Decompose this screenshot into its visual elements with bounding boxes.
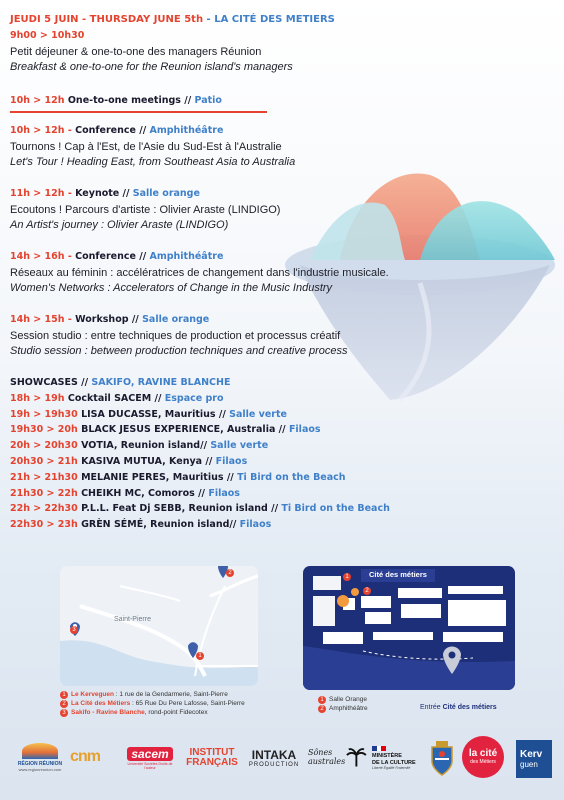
venue-name: LA CITÉ DES METIERS xyxy=(214,14,335,25)
ministere-motto: Liberté Égalité Fraternité xyxy=(372,766,411,770)
meetings-place: Patio xyxy=(194,95,222,106)
session-block: 11h > 12h - Keynote // Salle orange Ecoutons ! Parcours d'artiste : Olivier Araste (LINDIGO) An Artist's journey : Olivier Araste (LINDIGO) xyxy=(10,188,555,233)
session-title-fr: Ecoutons ! Parcours d'artiste : Olivier Araste (LINDIGO) xyxy=(10,204,281,216)
saint-pierre-map[interactable] xyxy=(60,566,258,686)
showcase-item: 20h > 20h30 VOTIA, Reunion island// Salle verte xyxy=(10,440,269,452)
lacite-text-2: des Métiers xyxy=(470,759,496,765)
venue-separator: - xyxy=(203,14,215,25)
region-url: www.regionreunion.com xyxy=(18,766,62,772)
date-separator: - xyxy=(78,14,90,25)
city-crest-logo xyxy=(426,738,458,778)
session-title-en: Let's Tour ! Heading East, from Southeast Asia to Australia xyxy=(10,156,296,168)
legend-item: 3 Sakifo - Ravine Blanche, rond-point Fidecotex xyxy=(60,708,270,717)
session-block: 10h > 12h - Conference // Amphithéâtre Tournons ! Cap à l'Est, de l'Asie du Sud-Est à l'Australie Let's Tour ! Heading East, from Southeast Asia to Australia xyxy=(10,125,555,170)
institut-text-1: INSTITUT xyxy=(189,747,235,758)
date-header xyxy=(10,14,335,26)
map-left-legend xyxy=(60,690,270,717)
ministere-text-1: MINISTÈRE xyxy=(372,753,402,759)
session-place: Amphithéâtre xyxy=(149,125,224,136)
session-time: 10h > 12h xyxy=(10,125,65,136)
session-type: Conference xyxy=(75,251,136,262)
session-title-fr: Réseaux au féminin : accélératrices de changement dans l'industrie musicale. xyxy=(10,267,389,279)
sones-text-2: australes xyxy=(308,757,346,766)
kerveguen-logo xyxy=(516,740,552,778)
breakfast-time: 9h00 > 10h30 xyxy=(10,30,85,41)
meetings-line xyxy=(10,95,555,107)
showcase-item: 21h30 > 22h CHEIKH MC, Comoros // Filaos xyxy=(10,487,240,499)
map-title: Cité des métiers xyxy=(361,569,435,582)
lacite-text-1: la cité xyxy=(468,748,498,759)
session-block: 14h > 16h - Conference // Amphithéâtre Réseaux au féminin : accélératrices de changement dans l'industrie musicale. Women's Networks : Accelerators of Change in the Music Industry xyxy=(10,251,555,296)
session-title-fr: Session studio : entre techniques de production et processus créatif xyxy=(10,330,341,342)
showcase-item: 21h > 21h30 MELANIE PERES, Mauritius // Ti Bird on the Beach xyxy=(10,471,346,483)
region-reunion-logo xyxy=(12,738,68,776)
intaka-logo xyxy=(244,744,304,772)
map-drawing xyxy=(60,566,258,686)
intaka-text: INTAKA xyxy=(251,748,297,762)
meetings-label: One-to-one meetings xyxy=(67,95,181,106)
map-marker-3: 3 xyxy=(70,626,78,634)
session-time: 14h > 15h xyxy=(10,314,65,325)
breakfast-title-fr: Petit déjeuner & one-to-one des managers Réunion xyxy=(10,46,262,58)
meetings-time: 10h > 12h xyxy=(10,95,65,106)
session-title-en: Women's Networks : Accelerators of Change in the Music Industry xyxy=(10,282,333,294)
date-fr: JEUDI 5 JUIN xyxy=(10,14,79,25)
session-type: Workshop xyxy=(75,314,129,325)
entrance-label: Entrée Cité des métiers xyxy=(420,704,497,711)
institut-francais-logo xyxy=(184,744,240,772)
kerv-text-2: guen xyxy=(520,760,538,769)
session-place: Salle orange xyxy=(132,188,200,199)
meetings-sep: // xyxy=(180,95,195,106)
breakfast-title-en: Breakfast & one-to-one for the Reunion island's managers xyxy=(10,61,293,73)
cnm-text: cnm xyxy=(70,748,100,765)
sacem-sub: Université Sociétés Droits de l'auteur xyxy=(127,761,173,770)
showcase-item: 18h > 19h Cocktail SACEM // Espace pro xyxy=(10,392,224,404)
map-marker-2: 2 xyxy=(363,587,371,595)
region-name: RÉGION RÉUNION xyxy=(17,760,63,767)
sones-text-1: Sônes xyxy=(308,748,333,757)
showcase-item: 22h > 22h30 P.L.L. Feat Dj SEBB, Reunion island // Ti Bird on the Beach xyxy=(10,503,390,515)
sones-australes-logo xyxy=(308,740,368,774)
showcase-item: 22h30 > 23h GRÈN SÉMÉ, Reunion island// Filaos xyxy=(10,519,272,531)
breakfast-block xyxy=(10,30,555,75)
divider-line xyxy=(10,111,267,113)
session-title-en: Studio session : between production techniques and creative process xyxy=(10,345,348,357)
showcase-item: 20h30 > 21h KASIVA MUTUA, Kenya // Filaos xyxy=(10,455,248,467)
sun-icon xyxy=(22,743,58,759)
legend-item: 2 Amphithéâtre xyxy=(318,704,418,713)
session-time: 14h > 16h xyxy=(10,251,65,262)
session-place: Amphithéâtre xyxy=(149,251,224,262)
legend-item: 1 Le Kerveguen : 1 rue de la Gendarmerie, Saint-Pierre xyxy=(60,690,270,699)
intaka-sub: PRODUCTION xyxy=(248,762,300,768)
la-cite-des-metiers-logo xyxy=(462,736,504,778)
session-title-fr: Tournons ! Cap à l'Est, de l'Asie du Sud-Est à l'Australie xyxy=(10,141,282,153)
palm-icon xyxy=(345,745,368,769)
ministere-culture-logo xyxy=(372,740,424,776)
showcase-item: 19h30 > 20h BLACK JESUS EXPERIENCE, Australia // Filaos xyxy=(10,424,321,436)
session-time: 11h > 12h xyxy=(10,188,65,199)
showcase-item: 19h > 19h30 LISA DUCASSE, Mauritius // Salle verte xyxy=(10,408,287,420)
date-en: THURSDAY JUNE 5th xyxy=(89,14,204,25)
crest-icon xyxy=(427,739,457,777)
map-marker-1: 1 xyxy=(343,573,351,581)
map-marker-1: 1 xyxy=(196,652,204,660)
session-type: Conference xyxy=(75,125,136,136)
showcases-label: SHOWCASES xyxy=(10,377,78,388)
sacem-text: sacem xyxy=(127,747,172,761)
session-type: Keynote xyxy=(75,188,120,199)
sacem-logo xyxy=(124,744,176,772)
kerv-text-1: Kerv xyxy=(520,749,543,760)
french-flag-icon xyxy=(372,746,386,751)
showcases-block: SHOWCASES // SAKIFO, RAVINE BLANCHE 18h > 19h Cocktail SACEM // Espace pro 19h > 19h30 LISA DUCASSE, Mauritius // Salle verte 19h30 > 20h BLACK JESUS EXPERIENCE, Australia // Filaos 20h > 20h30 VOTIA, Reunion island// Salle verte 20h30 > 21h KASIVA MUTUA, Kenya // Filaos 21h > 21h30 MELANIE PERES, Mauritius // Ti Bird on the Beach 21h30 > 22h CHEIKH MC, Comoros // Filaos 22h > 22h30 P.L.L. Feat Dj SEBB, Reunion island // Ti Bird on the Beach 22h30 > 23h GRÈN SÉMÉ, Reunion island// Filaos xyxy=(10,377,555,535)
map-city-label: Saint-Pierre xyxy=(114,616,151,623)
institut-text-2: FRANÇAIS xyxy=(186,757,238,768)
ministere-text-2: DE LA CULTURE xyxy=(372,759,416,766)
showcases-place: SAKIFO, RAVINE BLANCHE xyxy=(91,377,231,388)
map-right-legend xyxy=(318,695,418,713)
cnm-logo xyxy=(70,742,100,772)
session-block: 14h > 15h - Workshop // Salle orange Session studio : entre techniques de production et processus créatif Studio session : between production techniques and creative process xyxy=(10,314,555,359)
session-place: Salle orange xyxy=(142,314,210,325)
legend-item: 1 Salle Orange xyxy=(318,695,418,704)
legend-item: 2 La Cité des Métiers : 65 Rue Du Pere Lafosse, Saint-Pierre xyxy=(60,699,270,708)
campus-drawing xyxy=(303,566,515,690)
cite-des-metiers-map[interactable] xyxy=(303,566,515,690)
session-title-en: An Artist's journey : Olivier Araste (LINDIGO) xyxy=(10,219,229,231)
map-marker-2: 2 xyxy=(226,569,234,577)
